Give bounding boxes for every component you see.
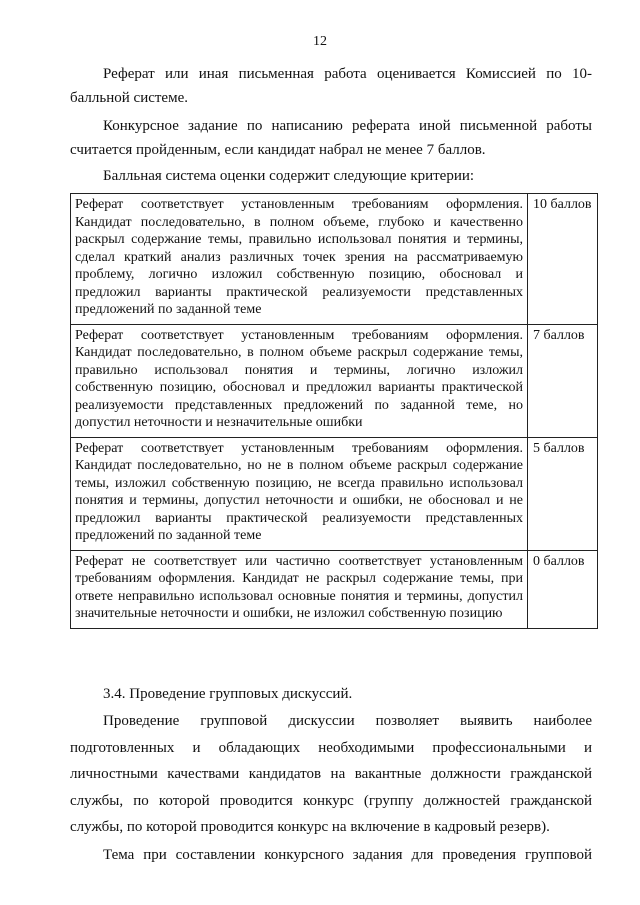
table-row (71, 324, 598, 437)
paragraph-essay-evaluation (70, 62, 592, 110)
criteria-table (70, 193, 598, 629)
criterion-description: Реферат не соответствует или частично соответствует установленным требованиям оформления. Кандидат не раскрыл содержание темы, при ответе неправильно использовал основные понятия и термины, допустил значительные неточности и ошибки, не изложил собственную позицию (71, 550, 528, 628)
table-row (71, 194, 598, 325)
criterion-description: Реферат соответствует установленным требованиям оформления. Кандидат последовательно, в полном объеме, глубоко и качественно раскрыл содержание темы, правильно использовал понятия и термины, сделал краткий анализ различных точек зрения на рассматриваемую проблему, логично изложил собственную позицию, обосновал и предложил варианты практической реализуемости представленных предложений по заданной теме (71, 194, 528, 325)
paragraph-criteria-intro-text: Балльная система оценки содержит следующие критерии: (103, 168, 475, 184)
paragraph-pass-threshold (70, 114, 592, 162)
section-heading (70, 682, 592, 706)
criterion-score: 0 баллов (528, 550, 598, 628)
criterion-score: 5 баллов (528, 437, 598, 550)
paragraph-topic (70, 843, 592, 867)
paragraph-criteria-intro (70, 164, 592, 188)
paragraph-pass-threshold-text: Конкурсное задание по написанию реферата иной письменной работы считается пройденным, если кандидат набрал не менее 7 баллов. (70, 118, 592, 158)
paragraph-topic-text: Тема при составлении конкурсного задания для проведения групповой (103, 847, 592, 863)
section-heading-text: 3.4. Проведение групповых дискуссий. (103, 686, 353, 702)
paragraph-group-discussion-text: Проведение групповой дискуссии позволяет выявить наиболее подготовленных и обладающих необходимыми профессиональными и личностными качествами кандидатов на вакантные должности гражданской службы, по которой проводится конкурс (группу должностей гражданской службы, по которой проводится конкурс на включение в кадровый резерв). (70, 713, 592, 835)
criterion-score: 10 баллов (528, 194, 598, 325)
paragraph-essay-evaluation-text: Реферат или иная письменная работа оценивается Комиссией по 10-балльной системе. (70, 66, 592, 106)
page-number: 12 (313, 34, 327, 49)
paragraph-group-discussion (70, 708, 592, 841)
criterion-description: Реферат соответствует установленным требованиям оформления. Кандидат последовательно, но не в полном объеме раскрыл содержание темы, изложил собственную позицию, не всегда правильно использовал понятия и термины, допустил неточности и ошибки, не обосновал и не предложил варианты практической реализуемости представленных предложений по заданной теме (71, 437, 528, 550)
table-row (71, 437, 598, 550)
criterion-score: 7 баллов (528, 324, 598, 437)
criterion-description: Реферат соответствует установленным требованиям оформления. Кандидат последовательно, в полном объеме раскрыл содержание темы, правильно использовал понятия и термины, логично изложил собственную позицию, обосновал и предложил варианты практической реализуемости представленных предложений по заданной теме, но допустил неточности и незначительные ошибки (71, 324, 528, 437)
table-row (71, 550, 598, 628)
